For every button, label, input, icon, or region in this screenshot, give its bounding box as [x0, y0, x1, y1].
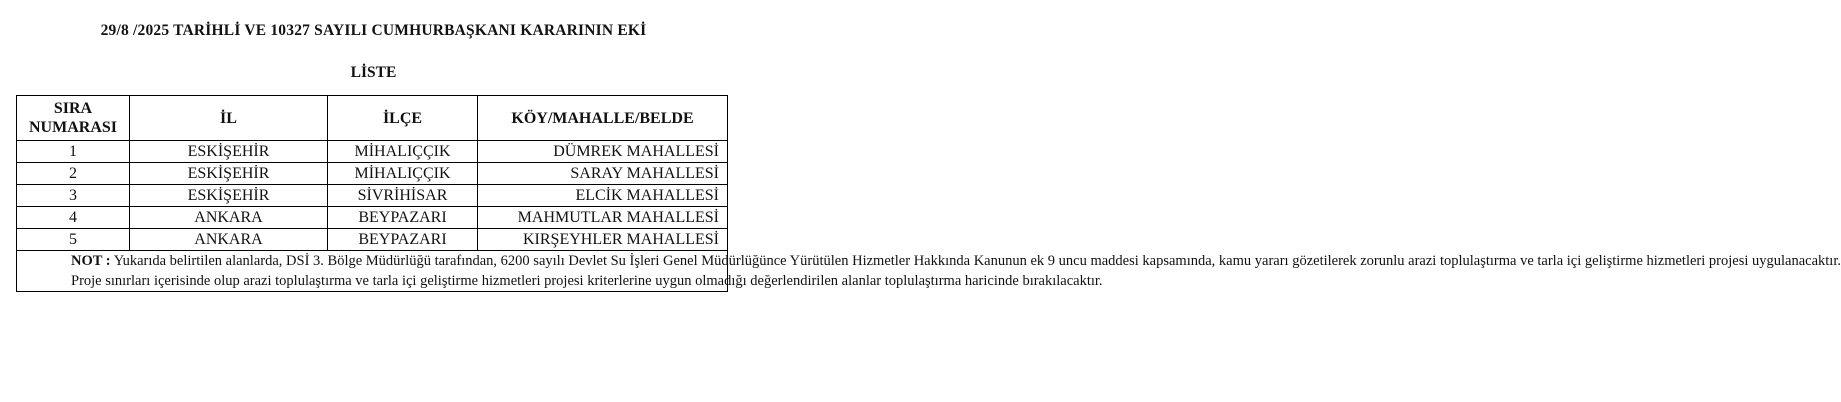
row-il: ESKİŞEHİR: [130, 163, 328, 185]
header-sira-line2: NUMARASI: [29, 119, 117, 136]
row-koy: SARAY MAHALLESİ: [478, 163, 728, 185]
note-paragraph-2: [17, 271, 1103, 291]
document-title: 29/8 /2025 TARİHLİ VE 10327 SAYILI CUMHURBAŞKANI KARARININ EKİ: [100, 22, 647, 39]
table-row: [17, 207, 728, 229]
note-row: [17, 251, 728, 292]
header-sira-numarasi: [17, 96, 130, 141]
row-ilce: SİVRİHİSAR: [328, 185, 478, 207]
row-ilce: BEYPAZARI: [328, 229, 478, 251]
header-sira-line1: SIRA: [53, 100, 93, 117]
table-row: [17, 141, 728, 163]
row-ilce: MİHALIÇÇIK: [328, 163, 478, 185]
table-row: [17, 185, 728, 207]
note-paragraph-1: [17, 251, 1841, 271]
table-row: [17, 163, 728, 185]
row-ilce: MİHALIÇÇIK: [328, 141, 478, 163]
row-number: 5: [17, 229, 130, 251]
village-list-table: [16, 95, 1841, 292]
note-text-2: Proje sınırları içerisinde olup arazi toplulaştırma ve tarla içi geliştirme hizmetleri projesi kriterlerine uygun olmadığı değerlendirilen alanlar toplulaştırma haricinde bırakılacaktır.: [71, 273, 1103, 289]
row-il: ANKARA: [130, 229, 328, 251]
row-il: ESKİŞEHİR: [130, 141, 328, 163]
header-koy-mahalle-belde: KÖY/MAHALLE/BELDE: [478, 96, 728, 141]
row-koy: MAHMUTLAR MAHALLESİ: [478, 207, 728, 229]
table-header-row: [17, 96, 728, 141]
table-row: [17, 229, 728, 251]
row-ilce: BEYPAZARI: [328, 207, 478, 229]
note-text-1: Yukarıda belirtilen alanlarda, DSİ 3. Bölge Müdürlüğü tarafından, 6200 sayılı Devlet Su İşleri Genel Müdürlüğünce Yürütülen Hizmetler Hakkında Kanunun ek 9 uncu maddesi kapsamında, kamu yararı gözetilerek zorunlu arazi toplulaştırma ve tarla içi geliştirme hizmetleri projesi uygulanacaktır.: [113, 253, 1841, 269]
note-cell: [17, 251, 1841, 292]
row-number: 2: [17, 163, 130, 185]
row-number: 1: [17, 141, 130, 163]
row-koy: KIRŞEYHLER MAHALLESİ: [478, 229, 728, 251]
row-number: 3: [17, 185, 130, 207]
header-il: İL: [130, 96, 328, 141]
document-subtitle: LİSTE: [350, 64, 397, 81]
row-koy: ELCİK MAHALLESİ: [478, 185, 728, 207]
note-label: NOT :: [71, 253, 111, 269]
header-ilce: İLÇE: [328, 96, 478, 141]
row-koy: DÜMREK MAHALLESİ: [478, 141, 728, 163]
row-il: ESKİŞEHİR: [130, 185, 328, 207]
row-number: 4: [17, 207, 130, 229]
row-il: ANKARA: [130, 207, 328, 229]
